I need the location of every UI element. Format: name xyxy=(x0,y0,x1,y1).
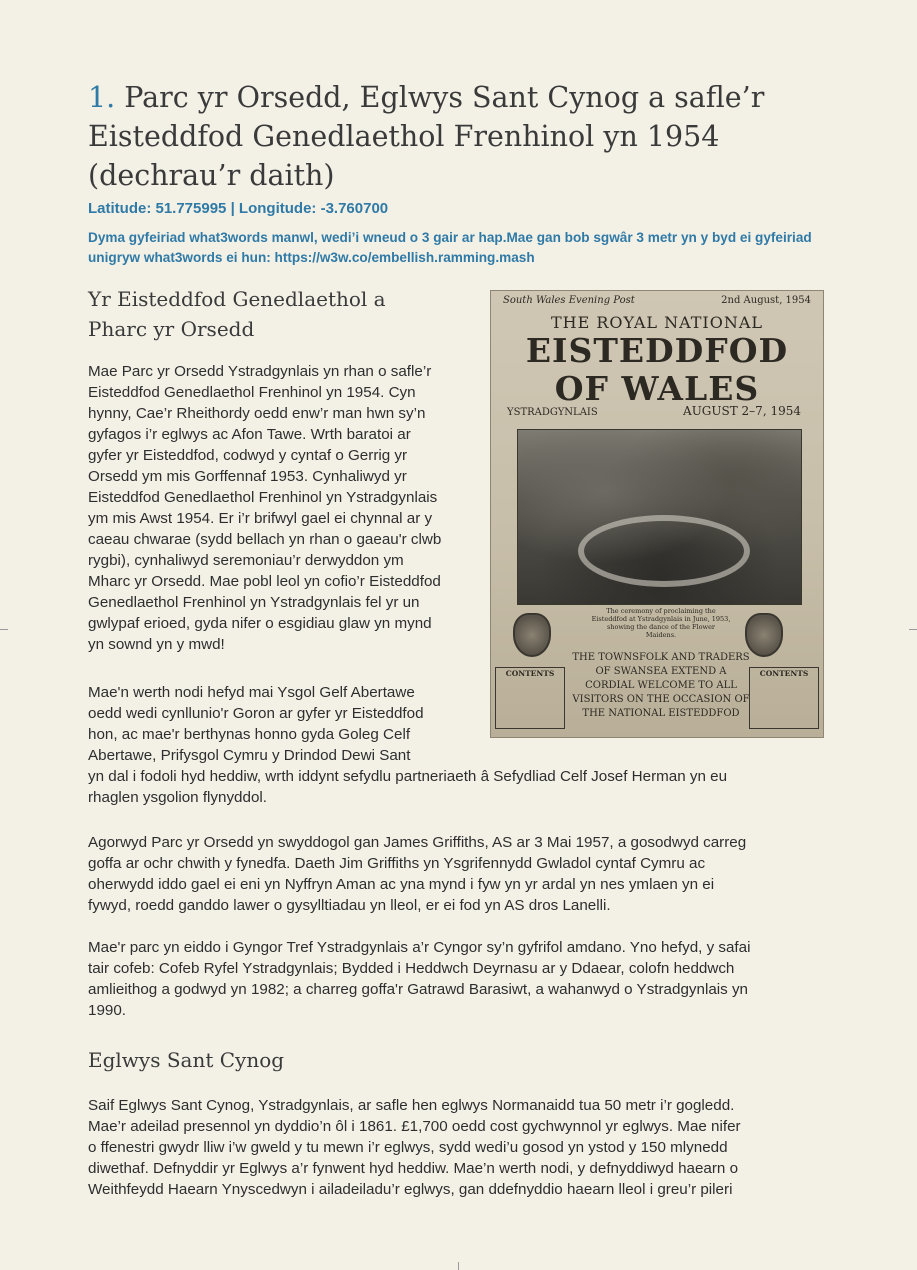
newspaper-dates: AUGUST 2–7, 1954 xyxy=(683,404,801,418)
crop-mark-right xyxy=(909,629,917,630)
photo-caption: The ceremony of proclaiming the Eisteddfod at Ystradgynlais in June, 1953, showing the dance of the Flower Maidens. xyxy=(591,607,731,639)
crop-mark-bottom xyxy=(458,1262,459,1270)
crowd-circle xyxy=(578,515,750,587)
text-line: tair cofeb: Cofeb Ryfel Ystradgynlais; Bydded i Heddwch Deyrnasu ar y Ddaear, colofn heddwch xyxy=(88,960,735,977)
text-line: Agorwyd Parc yr Orsedd yn swyddogol gan James Griffiths, AS ar 3 Mai 1957, a gosodwyd carreg xyxy=(88,834,747,851)
text-line: Mae’r adeilad presennol yn dyddio’n ôl i 1861. £1,700 oedd cost gychwynnol yr eglwys. Mae nifer xyxy=(88,1118,741,1135)
text-line: Mae'r parc yn eiddo i Gyngor Tref Ystradgynlais a’r Cyngor sy’n gyfrifol amdano. Yno hefyd, y safai xyxy=(88,939,751,956)
text-line: diwethaf. Defnyddir yr Eglwys a’r fynwent hyd heddiw. Mae’n werth nodi, y defnyddiwyd haearn o xyxy=(88,1160,739,1177)
welcome-notice: THE TOWNSFOLK AND TRADERS OF SWANSEA EXTEND A CORDIAL WELCOME TO ALL VISITORS ON THE OCCASION OF THE NATIONAL EISTEDDFOD xyxy=(572,652,750,719)
paragraph-eisteddfod-4 xyxy=(88,937,750,1021)
text-line: Eisteddfod Genedlaethol Frenhinol yn 1954. Cyn xyxy=(88,384,416,401)
text-line: fywyd, roedd ganddo lawer o gysylltiadau yn lleol, er ei fod yn AS dros Lanelli. xyxy=(88,897,611,914)
heading-line-2: Pharc yr Orsedd xyxy=(88,317,255,341)
newspaper-masthead xyxy=(503,295,811,306)
text-line: amlieithog a godwyd yn 1982; a charreg goffa'r Gatrawd Barasiwt, a wahanwyd o Ystradgynlais yn xyxy=(88,981,748,998)
contents-box-right xyxy=(749,667,819,729)
section-heading-eisteddfod xyxy=(88,284,386,344)
text-line: Abertawe, Prifysgol Cymru y Drindod Dewi Sant xyxy=(88,747,411,764)
title-line-3: (dechrau’r daith) xyxy=(88,159,335,192)
text-line: gwlypaf erioed, gyda nifer o esgidiau glaw yn mynd xyxy=(88,615,432,632)
text-line: yn dal i fodoli hyd heddiw, wrth iddynt sefydlu partneriaeth â Sefydliad Celf Josef Herman yn eu xyxy=(88,768,728,785)
text-line: Orsedd ym mis Gorffennaf 1953. Cynhaliwyd yr xyxy=(88,468,407,485)
w3w-line-1: Dyma gyfeiriad what3words manwl, wedi’i wneud o 3 gair ar hap.Mae gan bob sgwâr 3 metr yn y xyxy=(88,230,709,245)
text-line: caeau chwarae (sydd bellach yn rhan o gaeau'r clwb xyxy=(88,531,442,548)
text-line: hon, ac mae'r berthynas honno gyda Goleg Celf xyxy=(88,726,411,743)
title-line-1: Parc yr Orsedd, Eglwys Sant Cynog a safle’r xyxy=(124,81,765,114)
newspaper-headline-2: EISTEDDFOD xyxy=(525,331,789,370)
ceremony-photo xyxy=(517,429,802,605)
text-line: oherwydd iddo gael ei eni yn Nyffryn Aman ac yna mynd i fyw yn yr ardal yn nes ymlaen yn ei xyxy=(88,876,715,893)
text-line: Mae'n werth nodi hefyd mai Ysgol Gelf Abertawe xyxy=(88,684,415,701)
contents-title: CONTENTS xyxy=(505,669,555,678)
paragraph-church-1 xyxy=(88,1095,741,1200)
coordinates-text: Latitude: 51.775995 | Longitude: -3.760700 xyxy=(88,200,389,217)
newspaper-headline-1: THE ROYAL NATIONAL xyxy=(550,313,764,332)
text-line: gyfer yr Eisteddfod, codwyd y cyntaf o Gerrig yr xyxy=(88,447,408,464)
crop-mark-left xyxy=(0,629,8,630)
text-line: ym mis Awst 1954. Er i’r brifwyl gael ei chynnal ar y xyxy=(88,510,433,527)
newspaper-town: YSTRADGYNLAIS xyxy=(507,407,598,418)
text-line: Saif Eglwys Sant Cynog, Ystradgynlais, ar safle hen eglwys Normanaidd tua 50 metr i’r gogledd. xyxy=(88,1097,735,1114)
text-line: rhaglen ysgolion flynyddol. xyxy=(88,789,267,806)
text-line: o ffenestri gwydr lliw i’w gweld y tu mewn i’r eglwys, sydd wedi’u gosod yn ystod y 150 mlynedd xyxy=(88,1139,728,1156)
w3w-line-2: byd ei gyfeiriad unigryw what3words ei hun: https://w3w.co/embellish.ramming.mash xyxy=(88,230,812,265)
crest-icon xyxy=(513,613,551,657)
title-number: 1. xyxy=(88,81,116,114)
page-title xyxy=(88,78,828,195)
contents-title: CONTENTS xyxy=(759,669,809,678)
text-line: oedd wedi cynllunio'r Goron ar gyfer yr Eisteddfod xyxy=(88,705,424,722)
section-heading-church: Eglwys Sant Cynog xyxy=(88,1048,285,1072)
contents-box-left xyxy=(495,667,565,729)
paragraph-eisteddfod-3 xyxy=(88,832,746,916)
masthead-date: 2nd August, 1954 xyxy=(721,295,811,306)
text-line: hynny, Cae’r Rheithordy oedd enw’r man hwn sy’n xyxy=(88,405,426,422)
newspaper-photo xyxy=(490,290,824,738)
text-line: rygbi), cynhaliwyd seremoniau’r derwyddon ym xyxy=(88,552,404,569)
text-line: Genedlaethol Frenhinol yn Ystradgynlais fel yr un xyxy=(88,594,420,611)
heading-line-1: Yr Eisteddfod Genedlaethol a xyxy=(88,287,386,311)
text-line: goffa ar ochr chwith y fynedfa. Daeth Jim Griffiths yn Ysgrifennydd Gwladol cyntaf Cymru ac xyxy=(88,855,706,872)
text-line: yn sownd yn y mwd! xyxy=(88,636,225,653)
newspaper-headline-3: OF WALES xyxy=(554,369,760,408)
text-line: Mharc yr Orsedd. Mae pobl leol yn cofio’r Eisteddfod xyxy=(88,573,441,590)
text-line: gyfagos i’r eglwys ac Afon Tawe. Wrth baratoi ar xyxy=(88,426,411,443)
text-line: Weithfeydd Haearn Ynyscedwyn i ailadeiladu’r eglwys, gan ddefnyddio haearn lleol i greu’r pileri xyxy=(88,1181,733,1198)
what3words-text xyxy=(88,228,823,268)
paragraph-eisteddfod-1 xyxy=(88,361,441,655)
masthead-left: South Wales Evening Post xyxy=(503,295,635,306)
title-line-2: Eisteddfod Genedlaethol Frenhinol yn 1954 xyxy=(88,120,720,153)
text-line: Eisteddfod Genedlaethol Frenhinol yn Ystradgynlais xyxy=(88,489,438,506)
text-line: 1990. xyxy=(88,1002,127,1019)
text-line: Mae Parc yr Orsedd Ystradgynlais yn rhan o safle’r xyxy=(88,363,432,380)
